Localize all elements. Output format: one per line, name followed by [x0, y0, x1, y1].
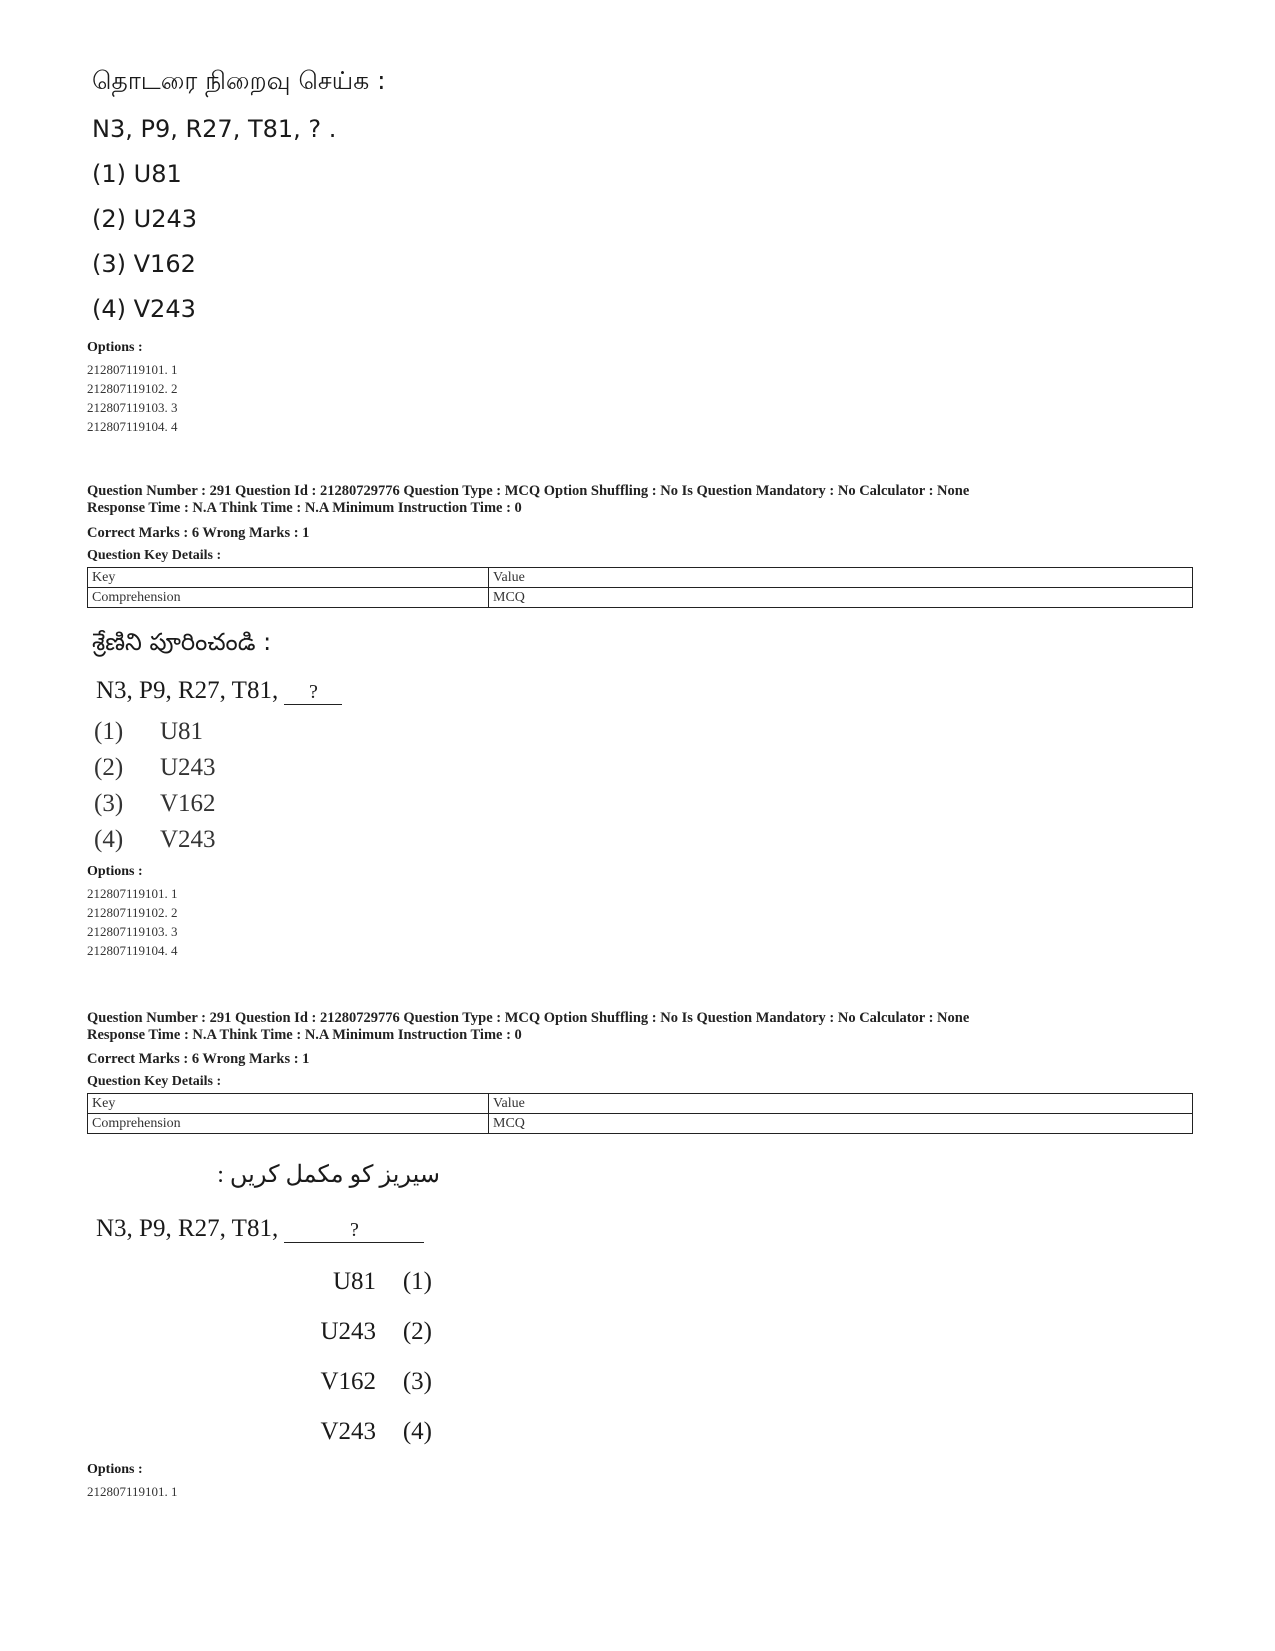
question-meta [87, 1010, 969, 1044]
question-meta-line1: Question Number : 291 Question Id : 21280729776 Question Type : MCQ Option Shuffling : No Is Question Mandatory : No Calculator : None [87, 1010, 970, 1026]
choice-number: (4) [402, 1418, 432, 1445]
choice-number: (1) [94, 718, 124, 745]
marks-line: Correct Marks : 6 Wrong Marks : 1 [87, 525, 310, 541]
table-header-key: Key [88, 1094, 489, 1114]
table-cell-key: Comprehension [88, 588, 489, 608]
option-id: 212807119102. 2 [87, 905, 178, 920]
options-list [87, 884, 178, 960]
option-id: 212807119101. 1 [87, 1484, 178, 1499]
question-prompt-telugu: శ్రేణిని పూరించండి : [92, 628, 272, 656]
key-details-table [87, 567, 1193, 608]
option-id: 212807119103. 3 [87, 924, 178, 939]
choice-value: U243 [320, 1318, 376, 1345]
choice-value: U81 [160, 718, 204, 745]
question-prompt-urdu: سیریز کو مکمل کریں : [217, 1162, 440, 1188]
choice-row [94, 754, 216, 790]
options-label: Options : [87, 340, 143, 355]
marks-line: Correct Marks : 6 Wrong Marks : 1 [87, 1051, 310, 1067]
choice-3: (3) V162 [92, 250, 196, 278]
table-header-row [88, 568, 1193, 588]
option-id: 212807119102. 2 [87, 381, 178, 396]
table-header-row [88, 1094, 1193, 1114]
key-details-table [87, 1093, 1193, 1134]
option-id: 212807119103. 3 [87, 400, 178, 415]
question-series [96, 1215, 424, 1243]
choice-row [280, 1268, 438, 1296]
choice-number: (3) [94, 790, 124, 817]
question-series: N3, P9, R27, T81, ? . [92, 115, 337, 143]
choice-row [280, 1318, 438, 1346]
choice-2: (2) U243 [92, 205, 197, 233]
question-meta-line2: Response Time : N.A Think Time : N.A Minimum Instruction Time : 0 [87, 1027, 522, 1043]
question-meta-line2: Response Time : N.A Think Time : N.A Minimum Instruction Time : 0 [87, 500, 522, 516]
table-header-value: Value [489, 1094, 1193, 1114]
series-text: N3, P9, R27, T81, [96, 677, 279, 704]
key-details-label: Question Key Details : [87, 548, 222, 563]
choice-value: V162 [160, 790, 216, 817]
choice-number: (1) [402, 1268, 432, 1295]
question-meta-line1: Question Number : 291 Question Id : 21280729776 Question Type : MCQ Option Shuffling : No Is Question Mandatory : No Calculator : None [87, 483, 970, 499]
choice-value: U81 [332, 1268, 376, 1295]
table-row [88, 1114, 1193, 1134]
choice-value: U243 [160, 754, 216, 781]
table-cell-value: MCQ [489, 1114, 1193, 1134]
table-row [88, 588, 1193, 608]
options-list [87, 360, 178, 436]
options-label: Options : [87, 864, 143, 879]
options-label: Options : [87, 1462, 143, 1477]
table-header-key: Key [88, 568, 489, 588]
choice-list [94, 718, 216, 862]
question-meta [87, 483, 969, 517]
choice-4: (4) V243 [92, 295, 196, 323]
choice-row [94, 790, 216, 826]
series-text: N3, P9, R27, T81, [96, 1215, 279, 1242]
question-series [96, 677, 342, 705]
table-cell-key: Comprehension [88, 1114, 489, 1134]
option-id: 212807119101. 1 [87, 886, 178, 901]
choice-number: (3) [402, 1368, 432, 1395]
option-id: 212807119104. 4 [87, 943, 178, 958]
choice-1: (1) U81 [92, 160, 182, 188]
key-details-label: Question Key Details : [87, 1074, 222, 1089]
options-list [87, 1482, 178, 1501]
choice-number: (4) [94, 826, 124, 853]
question-prompt-tamil: தொடரை நிறைவு செய்க : [92, 66, 386, 95]
option-id: 212807119101. 1 [87, 362, 178, 377]
choice-row [94, 718, 216, 754]
table-cell-value: MCQ [489, 588, 1193, 608]
table-header-value: Value [489, 568, 1193, 588]
option-id: 212807119104. 4 [87, 419, 178, 434]
choice-value: V243 [320, 1418, 376, 1445]
choice-row [94, 826, 216, 862]
choice-value: V243 [160, 826, 216, 853]
choice-number: (2) [94, 754, 124, 781]
choice-number: (2) [402, 1318, 432, 1345]
choice-row [280, 1368, 438, 1396]
series-blank: ? [284, 1218, 424, 1243]
choice-value: V162 [320, 1368, 376, 1395]
series-blank: ? [284, 680, 342, 705]
choice-row [280, 1418, 438, 1446]
